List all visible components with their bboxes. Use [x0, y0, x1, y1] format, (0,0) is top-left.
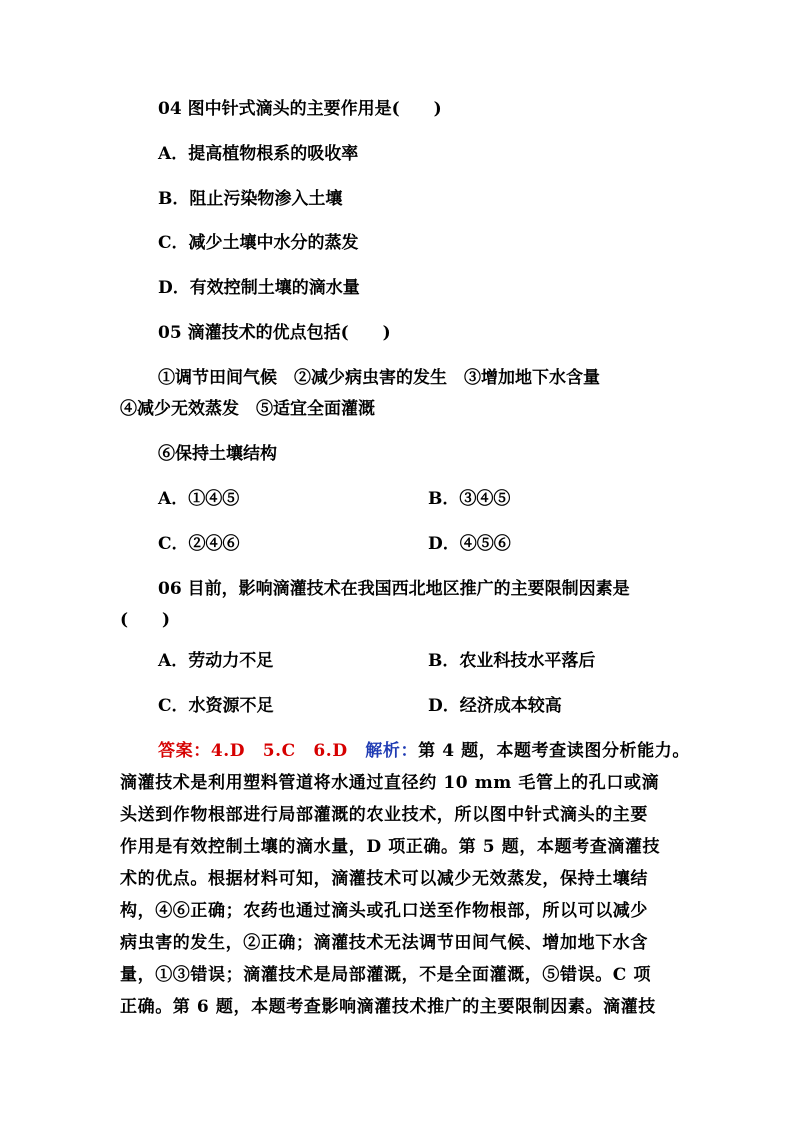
question-6-stem-line-1: 06 目前，影响滴灌技术在我国西北地区推广的主要限制因素是 [158, 579, 630, 599]
question-5-item-line-3: ⑥保持土壤结构 [158, 444, 277, 464]
explanation-line-3: 头送到作物根部进行局部灌溉的农业技术，所以图中针式滴头的主要 [120, 805, 648, 825]
question-5-item-line-1: ①调节田间气候 ②减少病虫害的发生 ③增加地下水含量 [158, 368, 600, 388]
explanation-line-8: 量，①③错误；滴灌技术是局部灌溉，不是全面灌溉，⑤错误。C 项 [120, 965, 652, 985]
question-6-option-d: D．经济成本较高 [428, 696, 562, 716]
explanation-line-9: 正确。第 6 题，本题考查影响滴灌技术推广的主要限制因素。滴灌技 [120, 997, 656, 1017]
question-5-item-line-2: ④减少无效蒸发 ⑤适宜全面灌溉 [120, 399, 375, 419]
question-6-option-b: B．农业科技水平落后 [428, 651, 596, 671]
question-5-option-d: D．④⑤⑥ [428, 534, 511, 554]
explanation-line-2: 滴灌技术是利用塑料管道将水通过直径约 10 mm 毛管上的孔口或滴 [120, 773, 660, 793]
explanation-line-1-tail: 第 4 题，本题考查读图分析能力。 [418, 741, 690, 761]
answer-line-1 [158, 740, 690, 762]
explanation-line-7: 病虫害的发生，②正确；滴灌技术无法调节田间气候、增加地下水含 [120, 933, 648, 953]
answer-label: 答案： [158, 741, 211, 761]
explanation-label: 解析： [365, 741, 419, 761]
explanation-line-6: 构，④⑥正确；农药也通过滴头或孔口送至作物根部，所以可以减少 [120, 901, 648, 921]
question-5-option-b: B．③④⑤ [428, 489, 511, 509]
question-4-option-a: A．提高植物根系的吸收率 [158, 144, 359, 164]
explanation-line-5: 术的优点。根据材料可知，滴灌技术可以减少无效蒸发，保持土壤结 [120, 869, 648, 889]
question-6-option-c: C．水资源不足 [158, 696, 274, 716]
explanation-line-4: 作用是有效控制土壤的滴水量，D 项正确。第 5 题，本题考查滴灌技 [120, 837, 661, 857]
question-4-stem: 04 图中针式滴头的主要作用是( ) [158, 99, 442, 119]
question-6-stem-line-2: ( ) [120, 610, 171, 630]
question-4-option-c: C．减少土壤中水分的蒸发 [158, 233, 359, 253]
question-5-option-c: C．②④⑥ [158, 534, 240, 554]
answer-values: 4.D 5.C 6.D [210, 741, 348, 761]
question-5-stem: 05 滴灌技术的优点包括( ) [158, 323, 391, 343]
question-6-option-a: A．劳动力不足 [158, 651, 274, 671]
question-5-option-a: A．①④⑤ [158, 489, 240, 509]
question-4-option-d: D．有效控制土壤的滴水量 [158, 278, 360, 298]
question-4-option-b: B．阻止污染物渗入土壤 [158, 189, 343, 209]
